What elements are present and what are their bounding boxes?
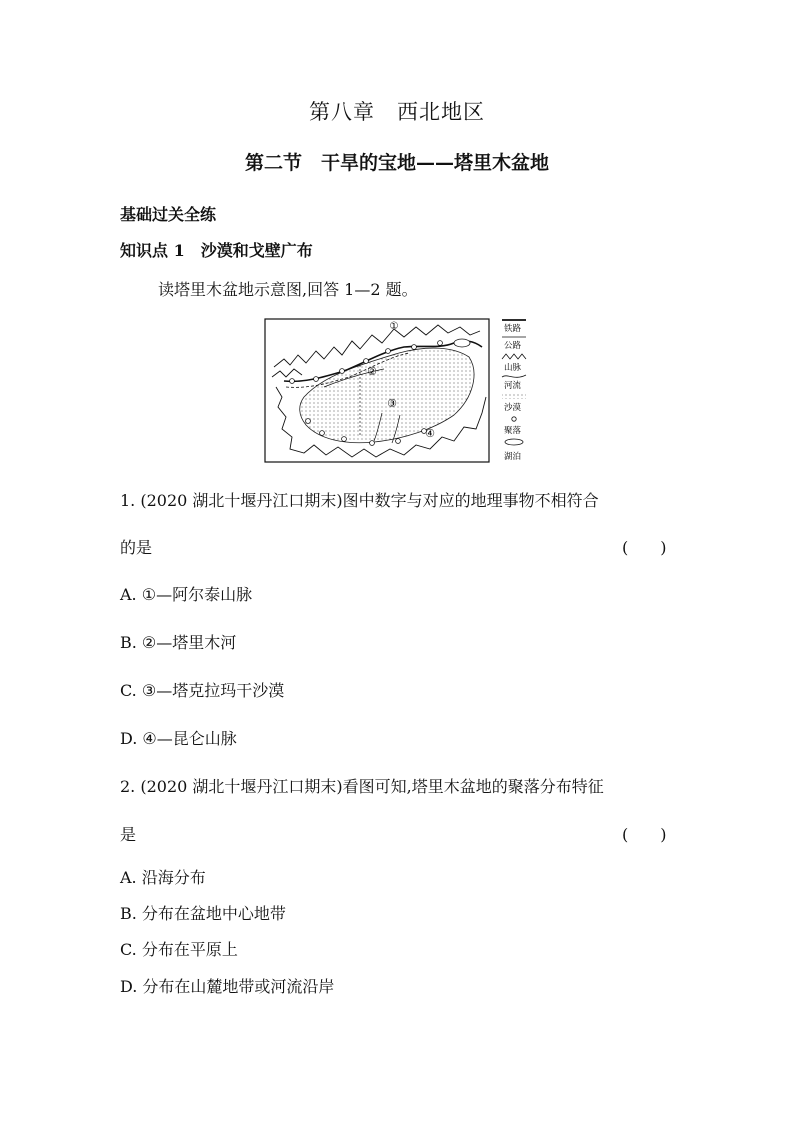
map-label-2: ② (367, 365, 377, 378)
question-1-line2: 的是 (120, 538, 153, 557)
question-1-option-a[interactable]: A. ①—阿尔泰山脉 (120, 585, 253, 604)
legend-road: 公路 (504, 341, 522, 351)
legend-lake: 湖泊 (504, 452, 522, 462)
question-1-line1: 1. (2020 湖北十堰丹江口期末)图中数字与对应的地理事物不相符合 (120, 491, 599, 510)
map-legend (502, 320, 526, 462)
question-2-option-b[interactable]: B. 分布在盆地中心地带 (120, 904, 286, 923)
legend-desert: 沙漠 (504, 403, 522, 413)
legend-settlement: 聚落 (504, 426, 522, 436)
question-2-line2: 是 (120, 825, 137, 844)
legend-mountain: 山脉 (504, 363, 522, 373)
question-1-option-b[interactable]: B. ②—塔里木河 (120, 633, 237, 652)
part-heading: 基础过关全练 (120, 205, 217, 224)
map-label-4: ④ (425, 427, 435, 440)
lake (454, 339, 470, 347)
legend-river: 河流 (504, 381, 522, 391)
legend-railway: 铁路 (504, 324, 522, 334)
knowledge-point-heading: 知识点 1 沙漠和戈壁广布 (120, 241, 313, 260)
chapter-title: 第八章 西北地区 (309, 100, 485, 124)
tarim-basin-map (264, 317, 532, 465)
question-2-option-c[interactable]: C. 分布在平原上 (120, 940, 238, 959)
intro-text: 读塔里木盆地示意图,回答 1—2 题。 (158, 280, 418, 299)
question-1-option-d[interactable]: D. ④—昆仑山脉 (120, 729, 237, 748)
question-2-answer-bracket[interactable]: ( ) (622, 825, 667, 844)
map-label-3: ③ (387, 397, 397, 410)
question-1-answer-bracket[interactable]: ( ) (622, 538, 667, 557)
question-2-line1: 2. (2020 湖北十堰丹江口期末)看图可知,塔里木盆地的聚落分布特征 (120, 777, 604, 796)
map-label-1: ① (389, 321, 399, 332)
section-title: 第二节 干旱的宝地——塔里木盆地 (244, 152, 549, 174)
question-2-option-a[interactable]: A. 沿海分布 (120, 868, 206, 887)
question-2-option-d[interactable]: D. 分布在山麓地带或河流沿岸 (120, 977, 335, 996)
question-1-option-c[interactable]: C. ③—塔克拉玛干沙漠 (120, 681, 285, 700)
